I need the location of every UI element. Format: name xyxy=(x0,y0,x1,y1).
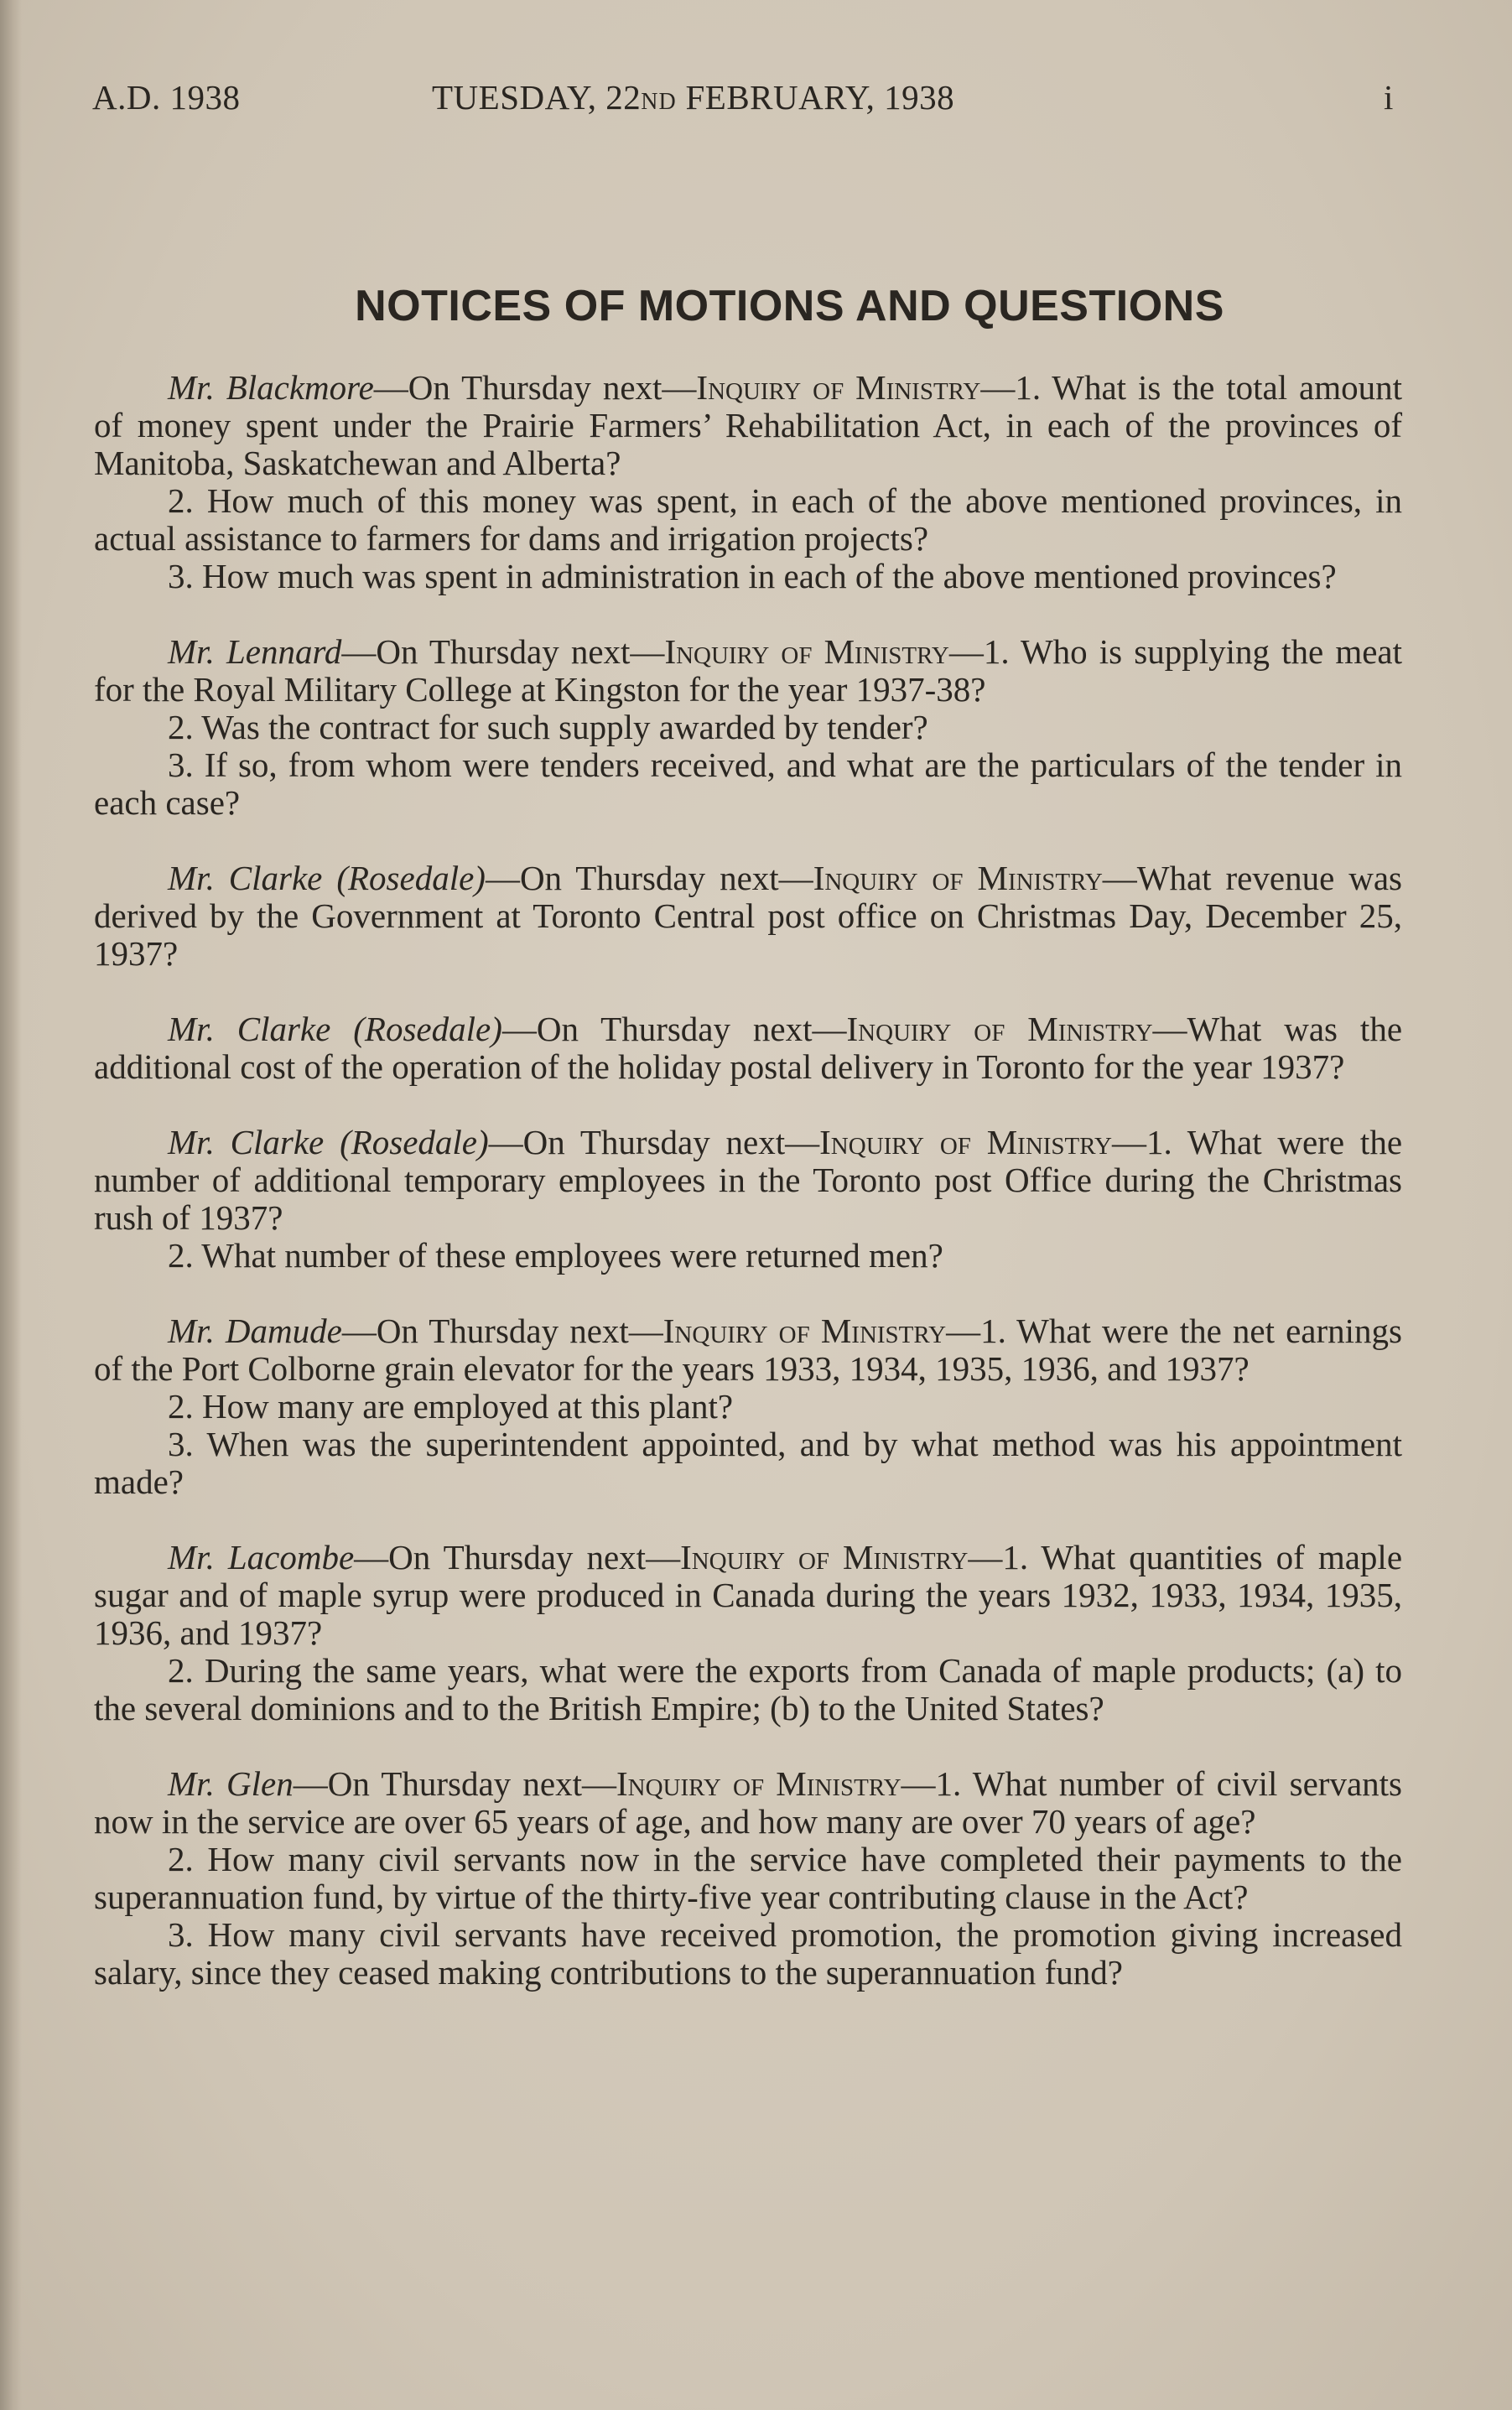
member-name: Mr. Clarke (Rosedale) xyxy=(168,1010,502,1048)
running-head xyxy=(0,77,1512,127)
notice xyxy=(94,1765,1402,1992)
question-paragraph: 3. When was the superintendent appointed, and by what method was his appointment made? xyxy=(94,1425,1402,1501)
notice xyxy=(94,633,1402,822)
question-paragraph: 2. How much of this money was spent, in each of the above mentioned provinces, in actual assistance to farmers for dams and irrigation projects? xyxy=(94,481,1402,558)
inquiry-label: Inquiry of Ministry xyxy=(662,1311,947,1350)
notice-paragraph xyxy=(94,1010,1402,1086)
question-paragraph: 2. How many are employed at this plant? xyxy=(168,1387,734,1426)
notice-intro: —On Thursday next— xyxy=(341,1311,663,1350)
notice-paragraph xyxy=(94,860,1402,973)
member-name: Mr. Clarke (Rosedale) xyxy=(168,1123,489,1161)
question-text: —1. What quantities of maple sugar and of maple syrup were produced in Canada during the years 1932, 1933, 1934, 1935, 1936, and 1937? xyxy=(94,1538,1403,1652)
question-text: —1. What were the net earnings of the Port Colborne grain elevator for the years 1933, 1934, 1935, 1936, and 1937? xyxy=(94,1311,1402,1388)
question-text: —1. What is the total amount of money spent under the Prairie Farmers’ Rehabilitation Act, in each of the provinces of Manitoba, Saskatchewan and Alberta? xyxy=(94,368,1402,482)
notice-intro: —On Thursday next— xyxy=(485,859,813,897)
inquiry-label: Inquiry of Ministry xyxy=(813,859,1103,897)
member-name: Mr. Damude xyxy=(168,1311,342,1350)
header-year: A.D. 1938 xyxy=(92,78,241,117)
notice-paragraph xyxy=(94,633,1402,709)
notice-intro: —On Thursday next— xyxy=(354,1538,681,1576)
question-paragraph: 2. During the same years, what were the exports from Canada of maple products; (a) to the several dominions and to the British Empire; (b) to the United States? xyxy=(94,1651,1402,1727)
header-date-suffix: FEBRUARY, 1938 xyxy=(676,78,955,117)
notice xyxy=(94,1312,1402,1501)
member-name: Mr. Blackmore xyxy=(168,368,374,407)
notice-paragraph xyxy=(94,1539,1402,1652)
notices-list xyxy=(94,369,1402,2029)
question-paragraph: 2. What number of these employees were returned men? xyxy=(168,1236,943,1275)
inquiry-label: Inquiry of Ministry xyxy=(680,1538,969,1576)
inquiry-label: Inquiry of Ministry xyxy=(819,1123,1112,1161)
header-page-number: i xyxy=(1384,78,1394,117)
question-text: —1. Who is supplying the meat for the Royal Military College at Kingston for the year 1937-38? xyxy=(94,632,1403,709)
notice xyxy=(94,369,1402,595)
question-text: —What was the additional cost of the operation of the holiday postal delivery in Toronto for the year 1937? xyxy=(94,1010,1403,1086)
inquiry-label: Inquiry of Ministry xyxy=(664,632,949,671)
notice xyxy=(94,1010,1402,1086)
notice xyxy=(94,860,1402,973)
header-date-ordinal: ND xyxy=(641,89,677,115)
notice-intro: —On Thursday next— xyxy=(373,368,697,407)
header-date xyxy=(432,77,954,117)
notice-intro: —On Thursday next— xyxy=(341,632,665,671)
question-paragraph: 2. Was the contract for such supply awarded by tender? xyxy=(168,708,928,746)
question-text: —What revenue was derived by the Government at Toronto Central post office on Christmas Day, December 25, 1937? xyxy=(94,859,1402,973)
notice xyxy=(94,1124,1402,1275)
notice-paragraph xyxy=(94,1765,1402,1841)
member-name: Mr. Lacombe xyxy=(168,1538,355,1576)
question-paragraph: 2. How many civil servants now in the service have completed their payments to the superannuation fund, by virtue of the thirty-five year contributing clause in the Act? xyxy=(94,1840,1402,1916)
question-paragraph: 3. How much was spent in administration in each of the above mentioned provinces? xyxy=(168,557,1337,595)
member-name: Mr. Lennard xyxy=(168,632,342,671)
notice-paragraph xyxy=(94,369,1402,482)
inquiry-label: Inquiry of Ministry xyxy=(696,368,981,407)
notice-intro: —On Thursday next— xyxy=(488,1123,820,1161)
member-name: Mr. Glen xyxy=(168,1764,294,1803)
page-title: NOTICES OF MOTIONS AND QUESTIONS xyxy=(355,282,1224,330)
question-text: —1. What number of civil servants now in the service are over 65 years of age, and how many are over 70 years of age? xyxy=(94,1764,1402,1841)
notice xyxy=(94,1539,1402,1727)
member-name: Mr. Clarke (Rosedale) xyxy=(168,859,486,897)
question-paragraph: 3. If so, from whom were tenders received, and what are the particulars of the tender in each case? xyxy=(94,745,1402,822)
inquiry-label: Inquiry of Ministry xyxy=(616,1764,901,1803)
inquiry-label: Inquiry of Ministry xyxy=(846,1010,1153,1048)
notice-intro: —On Thursday next— xyxy=(501,1010,847,1048)
question-paragraph: 3. How many civil servants have received promotion, the promotion giving increased salary, since they ceased making contributions to the superannuation fund? xyxy=(94,1915,1402,1992)
notice-paragraph xyxy=(94,1124,1402,1237)
header-date-prefix: TUESDAY, 22 xyxy=(432,78,642,117)
question-text: —1. What were the number of additional temporary employees in the Toronto post Office during the Christmas rush of 1937? xyxy=(94,1123,1403,1237)
notice-paragraph xyxy=(94,1312,1402,1388)
notice-intro: —On Thursday next— xyxy=(293,1764,616,1803)
